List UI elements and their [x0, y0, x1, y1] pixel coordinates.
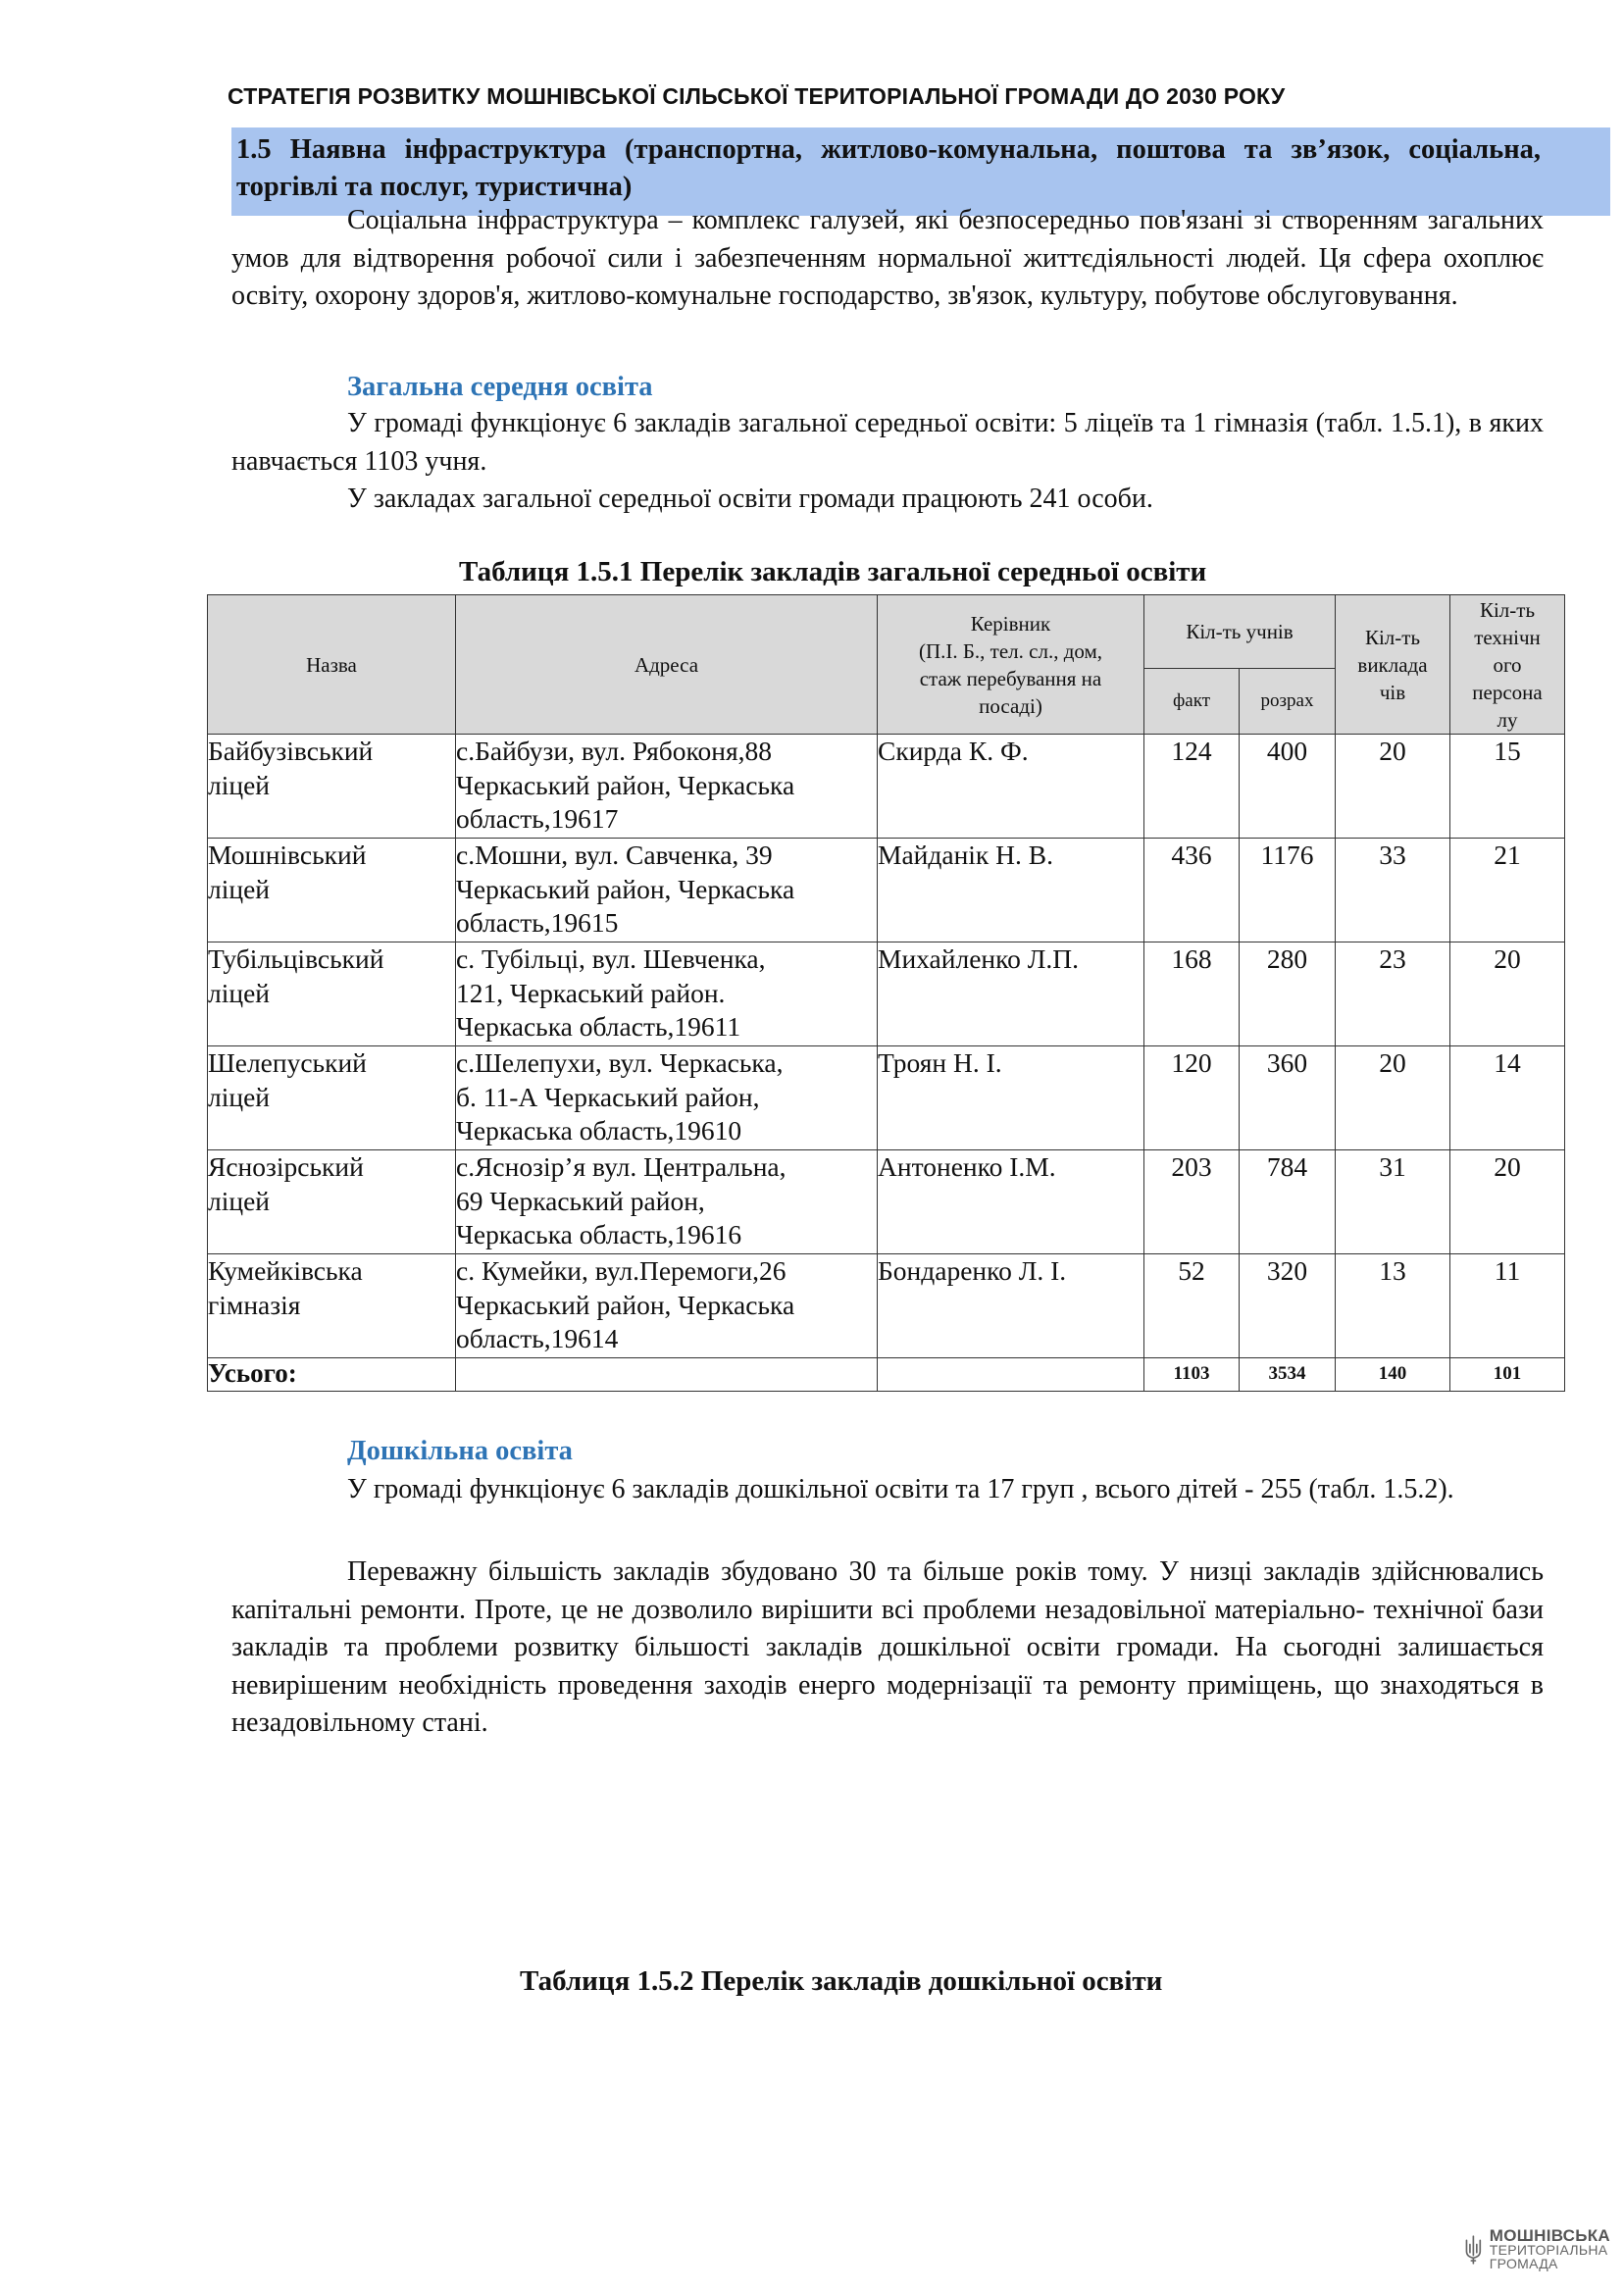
header-staff-line: лу [1497, 707, 1518, 732]
header-students: Кіл-ть учнів [1144, 595, 1336, 669]
table-row [208, 1046, 1565, 1150]
school-address-line: область,19617 [456, 803, 619, 834]
total-staff: 101 [1450, 1358, 1565, 1392]
header-students-calc: розрах [1240, 669, 1336, 735]
header-head [878, 595, 1144, 735]
school-address-line: область,19614 [456, 1323, 619, 1353]
school-address [456, 1046, 878, 1150]
school-address-line: б. 11-А Черкаський район, [456, 1081, 760, 1112]
header-name: Назва [208, 595, 456, 735]
teachers-count: 20 [1336, 735, 1450, 839]
header-students-fact: факт [1144, 669, 1240, 735]
intro-paragraph: Соціальна інфраструктура – комплекс галузей, які безпосередньо пов'язані зі створенням загальних умов для відтворення робочої сили і забезпеченням нормальної життєдіяльності людей. Ця сфера охоплює освіту, охорону здоров'я, житлово-комунальне господарство, зв'язок, культуру, побутове обслуговування. [231, 205, 1544, 311]
teachers-count: 31 [1336, 1150, 1450, 1254]
header-teachers-line: виклада [1357, 652, 1428, 677]
school-address [456, 735, 878, 839]
school-address-line: с.Мошни, вул. Савченка, 39 [456, 840, 773, 870]
school-address-line: Черкаський район, Черкаська [456, 1289, 795, 1320]
staff-count: 11 [1450, 1254, 1565, 1358]
header-staff-line: Кіл-ть [1479, 597, 1536, 622]
school-address [456, 839, 878, 942]
school-name [208, 942, 456, 1046]
students-calc: 320 [1240, 1254, 1336, 1358]
students-calc: 400 [1240, 735, 1336, 839]
school-address [456, 942, 878, 1046]
table-row [208, 1254, 1565, 1358]
students-calc: 784 [1240, 1150, 1336, 1254]
school-name-line: Кумейківська [208, 1255, 363, 1286]
school-address-line: с.Байбузи, вул. Рябоконя,88 [456, 736, 772, 766]
table-row [208, 1150, 1565, 1254]
header-head-line: стаж перебування на [919, 666, 1102, 690]
students-fact: 120 [1144, 1046, 1240, 1150]
school-name-line: ліцей [208, 769, 271, 800]
school-head: Майданік Н. В. [878, 839, 1144, 942]
total-empty-cell [456, 1358, 878, 1392]
running-header: СТРАТЕГІЯ РОЗВИТКУ МОШНІВСЬКОЇ СІЛЬСЬКОЇ ТЕРИТОРІАЛЬНОЇ ГРОМАДИ ДО 2030 РОКУ [228, 83, 1286, 109]
school-address-line: с.Яснозір’я вул. Центральна, [456, 1151, 787, 1182]
teachers-count: 33 [1336, 839, 1450, 942]
community-logo [1463, 2222, 1610, 2277]
students-fact: 436 [1144, 839, 1240, 942]
students-calc: 1176 [1240, 839, 1336, 942]
students-calc: 280 [1240, 942, 1336, 1046]
schools-table [207, 594, 1565, 1392]
school-address-line: Черкаська область,19611 [456, 1011, 741, 1042]
preschool-heading: Дошкільна освіта [347, 1436, 573, 1466]
students-fact: 203 [1144, 1150, 1240, 1254]
logo-line: МОШНІВСЬКА [1489, 2226, 1610, 2245]
header-teachers-line: Кіл-ть [1364, 625, 1421, 649]
table1-caption: Таблиця 1.5.1 Перелік закладів загальної середньої освіти [459, 556, 1207, 587]
school-head: Антоненко І.М. [878, 1150, 1144, 1254]
school-name-line: ліцей [208, 1185, 271, 1216]
school-address-line: с.Шелепухи, вул. Черкаська, [456, 1047, 784, 1078]
header-head-line: Керівник [970, 611, 1051, 636]
school-name-line: Яснозірський [208, 1151, 364, 1182]
school-name [208, 735, 456, 839]
general-education-paragraph-2: У закладах загальної середньої освіти громади працюють 241 особи. [347, 484, 1153, 514]
school-head: Троян Н. І. [878, 1046, 1144, 1150]
school-address [456, 1254, 878, 1358]
students-fact: 52 [1144, 1254, 1240, 1358]
school-head: Михайленко Л.П. [878, 942, 1144, 1046]
table-row [208, 839, 1565, 942]
general-education-paragraph-1: У громаді функціонує 6 закладів загальної середньої освіти: 5 ліцеїв та 1 гімназія (табл. 1.5.1), в яких навчається 1103 учня. [231, 408, 1544, 477]
school-address-line: Черкаська область,19616 [456, 1219, 742, 1249]
school-address-line: Черкаська область,19610 [456, 1115, 742, 1146]
total-students-calc: 3534 [1240, 1358, 1336, 1392]
school-head: Скирда К. Ф. [878, 735, 1144, 839]
header-staff-line: ого [1493, 652, 1522, 677]
header-staff [1450, 595, 1565, 735]
header-head-line: (П.І. Б., тел. сл., дом, [918, 638, 1103, 663]
school-name-line: ліцей [208, 1081, 271, 1112]
table-row [208, 735, 1565, 839]
table-row [208, 942, 1565, 1046]
preschool-paragraph-1: У громаді функціонує 6 закладів дошкільної освіти та 17 груп , всього дітей - 255 (табл. 1.5.2). [347, 1474, 1454, 1504]
school-address-line: с. Тубільці, вул. Шевченка, [456, 943, 766, 974]
students-fact: 168 [1144, 942, 1240, 1046]
school-address-line: Черкаський район, Черкаська [456, 769, 795, 800]
school-name-line: Байбузівський [208, 736, 374, 766]
trident-icon [1463, 2228, 1484, 2271]
school-name-line: ліцей [208, 977, 271, 1008]
header-staff-line: технічн [1474, 625, 1541, 649]
section-title: 1.5 Наявна інфраструктура (транспортна, житлово-комунальна, поштова та зв’язок, соціальна, торгівлі та послуг, туристична) [236, 134, 1541, 202]
teachers-count: 23 [1336, 942, 1450, 1046]
general-education-heading: Загальна середня освіта [347, 372, 653, 402]
school-address-line: с. Кумейки, вул.Перемоги,26 [456, 1255, 787, 1286]
header-teachers [1336, 595, 1450, 735]
logo-text [1489, 2226, 1610, 2271]
header-teachers-line: чів [1379, 680, 1406, 704]
header-staff-line: персона [1472, 680, 1543, 704]
school-head: Бондаренко Л. І. [878, 1254, 1144, 1358]
total-teachers: 140 [1336, 1358, 1450, 1392]
teachers-count: 20 [1336, 1046, 1450, 1150]
school-name-line: ліцей [208, 873, 271, 904]
school-name-line: Мошнівський [208, 840, 367, 870]
school-address [456, 1150, 878, 1254]
school-name [208, 1254, 456, 1358]
staff-count: 20 [1450, 942, 1565, 1046]
table-total-row [208, 1358, 1565, 1392]
preschool-paragraph-2: Переважну більшість закладів збудовано 30 та більше років тому. У низці закладів здійснювались капітальні ремонти. Проте, це не дозволило вирішити всі проблеми незадовільної матеріально- технічної бази закладів та проблеми розвитку більшості закладів дошкільної освіти громади. На сьогодні залишається невирішеним необхідність проведення заходів енерго модернізації та ремонту приміщень, що знаходяться в незадовільному стані. [231, 1556, 1544, 1738]
staff-count: 14 [1450, 1046, 1565, 1150]
school-address-line: 121, Черкаський район. [456, 977, 726, 1008]
header-address: Адреса [456, 595, 878, 735]
logo-line: ТЕРИТОРІАЛЬНА [1489, 2242, 1608, 2258]
total-students-fact: 1103 [1144, 1358, 1240, 1392]
staff-count: 21 [1450, 839, 1565, 942]
staff-count: 20 [1450, 1150, 1565, 1254]
logo-line: ГРОМАДА [1489, 2256, 1558, 2271]
teachers-count: 13 [1336, 1254, 1450, 1358]
school-name-line: Шелепуський [208, 1047, 367, 1078]
school-name-line: гімназія [208, 1289, 301, 1320]
school-address-line: 69 Черкаський район, [456, 1185, 705, 1216]
school-address-line: область,19615 [456, 907, 619, 938]
total-label: Усього: [208, 1358, 456, 1392]
school-name [208, 1046, 456, 1150]
table2-caption: Таблиця 1.5.2 Перелік закладів дошкільної освіти [520, 1965, 1163, 1997]
students-fact: 124 [1144, 735, 1240, 839]
school-name [208, 839, 456, 942]
school-name [208, 1150, 456, 1254]
header-head-line: посаді) [979, 693, 1042, 718]
students-calc: 360 [1240, 1046, 1336, 1150]
total-empty-cell [878, 1358, 1144, 1392]
school-address-line: Черкаський район, Черкаська [456, 873, 795, 904]
staff-count: 15 [1450, 735, 1565, 839]
school-name-line: Тубільцівський [208, 943, 384, 974]
